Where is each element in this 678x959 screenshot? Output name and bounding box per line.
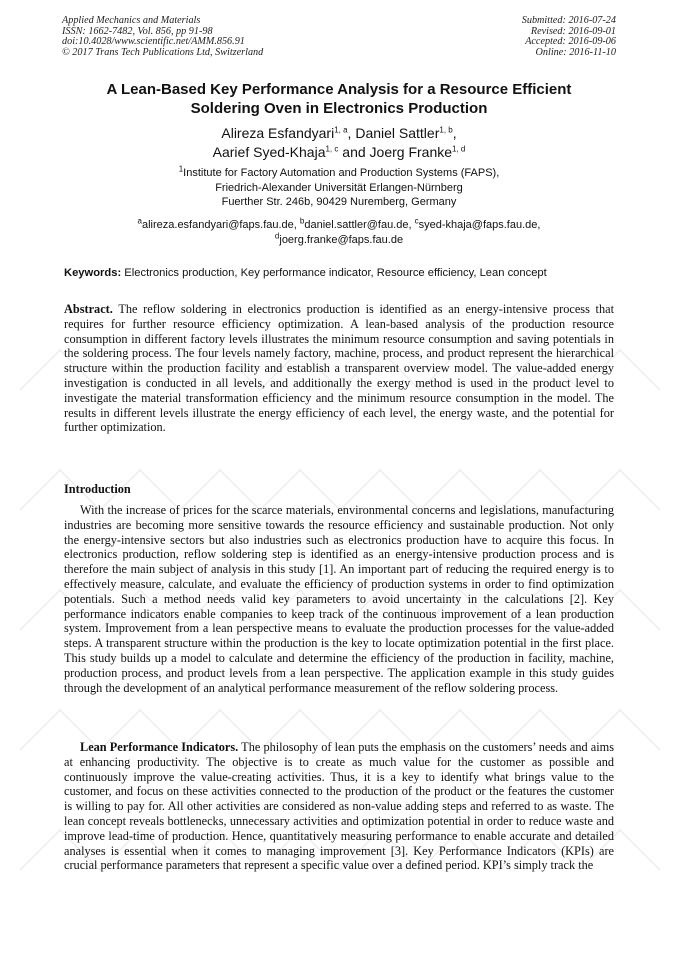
date-submitted: Submitted: 2016-07-24 [521, 15, 616, 26]
email-mark: b [299, 216, 305, 226]
affiliation-institute: Institute for Factory Automation and Production Systems (FAPS), [183, 167, 500, 179]
introduction-paragraph-1: With the increase of prices for the scarce materials, environmental concerns and legislations, manufacturing industries are becoming more sensitive towards the resource efficiency and sustainable production. Not only the energy-intensive sectors but also industries such as electronics production have to acquire this focus. In electronics production, reflow soldering step is identified as an energy-intensive production process and is therefore the main subject of analysis in this study [1]. An important part of reducing the required energy is to effectively measure, calculate, and evaluate the efficiency of production systems in order to find optimization potentials. Such a method needs valid key parameters to avoid uncertainty in the calculations [2]. Key performance indicators enable companies to keep track of the continuous improvement of a lean production system. Improvement from a lean perspective means to evaluate the production processes for the value-added steps. A transparent structure within the production is the key to locate optimization potential in the first place. This study builds up a model to calculate and determine the efficiency of the production in facility, machine, production process, and product levels from a lean perspective. The application example in this study guides through the development of an analytical performance measurement of the reflow soldering process. [64, 503, 614, 695]
title-line-2: Soldering Oven in Electronics Production [190, 100, 488, 117]
affiliation [60, 166, 618, 210]
author-emails [60, 218, 618, 247]
email-link[interactable]: alireza.esfandyari@faps.fau.de, [141, 219, 300, 231]
affiliation-mark: 1 [178, 164, 184, 174]
author-name: Alireza Esfandyari [221, 125, 335, 141]
author-name: Aarief Syed-Khaja [212, 144, 326, 160]
keywords-label: Keywords: [64, 267, 122, 279]
journal-name: Applied Mechanics and Materials [62, 15, 201, 26]
affiliation-line-1 [60, 166, 618, 181]
introduction-paragraph-2 [64, 740, 614, 873]
email-mark: d [274, 230, 280, 240]
author-list [60, 124, 618, 162]
email-link[interactable]: joerg.franke@faps.fau.de [279, 233, 404, 246]
abstract-label: Abstract. [64, 302, 113, 316]
submission-dates [522, 16, 616, 58]
author-name: Daniel Sattler [355, 125, 440, 141]
email-line-2 [60, 230, 618, 248]
journal-issn: ISSN: 1662-7482, Vol. 856, pp 91-98 [62, 25, 213, 37]
author-separator: , [347, 125, 356, 141]
paper-title [60, 80, 618, 118]
affiliation-line-2: Friedrich-Alexander Universität Erlangen-Nürnberg [215, 181, 463, 194]
date-online: Online: 2016-11-10 [535, 46, 616, 58]
abstract-text: The reflow soldering in electronics production is identified as an energy-intensive process that requires for further resource efficiency optimization. A lean-based analysis of the production resource consumption in different factory levels illustrates the minimum resource consumption and saving potentials in the soldering process. The four levels namely factory, machine, process, and product represent the hierarchical structure within the production facility and establish a transparent overview model. The value-added energy investigation is conducted in all levels, and additionally the exergy method is used in the product level to investigate the material transformation efficiency and the minimum resource consumption in the model. The results in different levels illustrate the energy efficiency of each level, the energy waste, and the potential for further optimization. [64, 302, 614, 435]
journal-doi: doi:10.4028/www.scientific.net/AMM.856.91 [62, 36, 245, 48]
author-affiliation-mark: 1, d [452, 144, 466, 154]
author-affiliation-mark: 1, a [334, 125, 348, 135]
abstract [64, 302, 614, 435]
keywords [64, 266, 616, 280]
affiliation-line-3: Fuerther Str. 246b, 90429 Nuremberg, Germany [221, 196, 457, 208]
section-heading-introduction: Introduction [64, 482, 131, 496]
email-mark: c [414, 216, 419, 226]
date-revised: Revised: 2016-09-01 [530, 25, 616, 37]
email-line-1 [60, 218, 618, 233]
author-separator: and [338, 144, 370, 160]
keywords-text: Electronics production, Key performance indicator, Resource efficiency, Lean concept [121, 267, 547, 279]
email-link[interactable]: daniel.sattler@fau.de, [304, 219, 415, 231]
author-line-1 [60, 124, 618, 143]
lean-paragraph-text: The philosophy of lean puts the emphasis on the customers’ needs and aims at enhancing productivity. The objective is to create as much value for the customer as possible and continuously improve the value-creating activities. Thus, it is a key to identify what brings value to the customer, and focus on these activities connected to the production of the product or the features the customer is willing to pay for. All other activities are considered as non-value adding steps and referred to as waste. The lean concept reveals bottlenecks, unnecessary activities and optimization potential in order to reduce waste and improve lead-time of production. Hence, quantitatively measuring performance to enable accurate and detailed analyses is essential when it comes to managing improvement [3]. Key Performance Indicators (KPIs) are crucial performance parameters that represent a specific value over a defined period. KPI’s simply track the [64, 740, 615, 873]
journal-copyright: © 2017 Trans Tech Publications Ltd, Switzerland [62, 46, 264, 58]
subsection-label-lean: Lean Performance Indicators. [80, 740, 239, 754]
email-mark: a [137, 216, 142, 226]
date-accepted: Accepted: 2016-09-06 [525, 36, 616, 48]
author-line-2 [60, 143, 618, 162]
journal-info [62, 16, 263, 58]
email-link[interactable]: syed-khaja@faps.fau.de, [418, 219, 541, 231]
author-name: Joerg Franke [369, 144, 453, 160]
author-separator: , [452, 125, 457, 141]
title-line-1: A Lean-Based Key Performance Analysis for a Resource Efficient [106, 81, 572, 98]
author-affiliation-mark: 1, c [325, 144, 339, 154]
author-affiliation-mark: 1, b [439, 125, 453, 135]
